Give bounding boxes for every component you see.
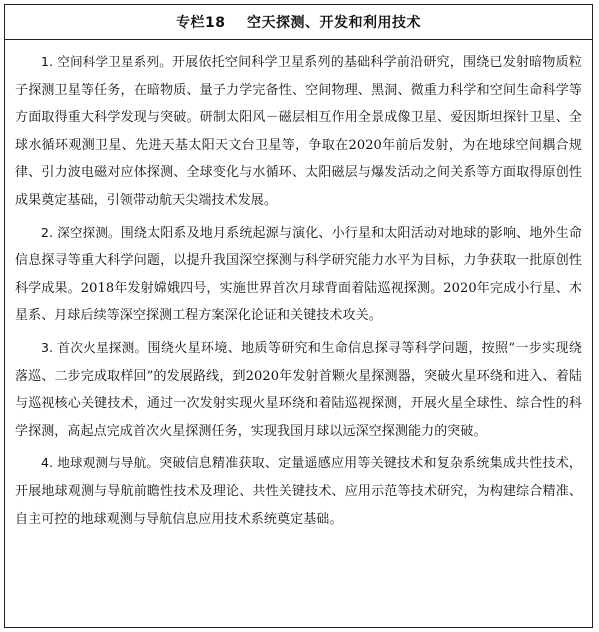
section-lead: 1. 空间科学卫星系列。 bbox=[41, 54, 172, 69]
section-deep-space-exploration bbox=[15, 219, 582, 330]
section-lead: 4. 地球观测与导航。 bbox=[41, 455, 160, 471]
column-content bbox=[5, 40, 592, 533]
section-text: 突破信息精准获取、定量遥感应用等关键技术和复杂系统集成共性技术，开展地球观测与导航前瞻性技术及理论、共性关键技术、应用示范等技术研究，为构建综合精准、自主可控的地球观测与导航信息应用技术系统奠定基础。 bbox=[15, 456, 583, 527]
section-text: 开展依托空间科学卫星系列的基础科学前沿研究，围绕已发射暗物质粒子探测卫星等任务，在暗物质、量子力学完备性、空间物理、黑洞、微重力科学和空间生命科学等方面取得重大科学发现与突破。研制太阳风－磁层相互作用全景成像卫星、爱因斯坦探针卫星、全球水循环观测卫星、先进天基太阳天文台卫星等，争取在2020年前后发射，为在地球空间耦合规律、引力波电磁对应体探测、全球变化与水循环、太阳磁层与爆发活动之间关系等方面取得原创性成果奠定基础，引领带动航天尖端技术发展。 bbox=[15, 55, 582, 208]
section-lead: 2. 深空探测。 bbox=[41, 224, 121, 240]
section-lead: 3. 首次火星探测。 bbox=[41, 339, 148, 355]
column-title: 专栏18 空天探测、开发和利用技术 bbox=[176, 15, 421, 31]
section-earth-observation-navigation bbox=[15, 449, 582, 533]
section-space-science-satellites bbox=[15, 48, 582, 215]
section-first-mars-exploration bbox=[15, 334, 582, 445]
column-box bbox=[4, 4, 593, 628]
section-text: 围绕火星环境、地质等研究和生命信息探寻等科学问题，按照“一步实现绕落巡、二步完成取样回”的发展路线，到2020年发射首颗火星探测器，突破火星环绕和进入、着陆与巡视核心关键技术，通过一次发射实现火星环绕和着陆巡视探测，开展火星全球性、综合性的科学探测，高起点完成首次火星探测任务，实现我国月球以远深空探测能力的突破。 bbox=[15, 340, 582, 439]
section-text: 围绕太阳系及地月系统起源与演化、小行星和太阳活动对地球的影响、地外生命信息探寻等重大科学问题，以提升我国深空探测与科学研究能力水平为目标，力争获取一批原创性科学成果。2018年发射嫦娥四号，实施世界首次月球背面着陆巡视探测。2020年完成小行星、木星系、月球后续等深空探测工程方案深化论证和关键技术攻关。 bbox=[15, 225, 582, 324]
column-header bbox=[5, 5, 592, 40]
